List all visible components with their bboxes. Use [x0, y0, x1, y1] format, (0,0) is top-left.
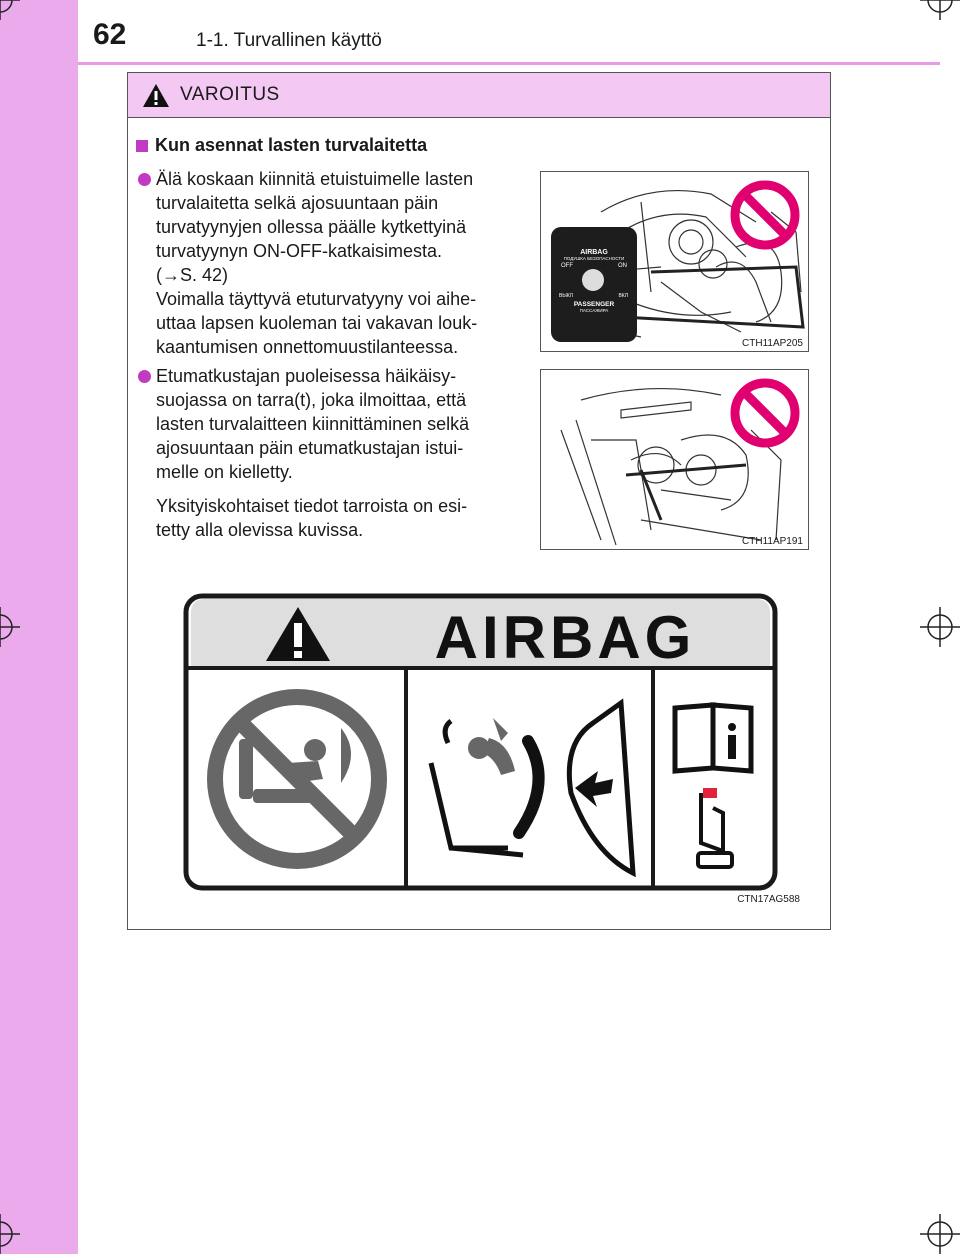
bullet-dot-icon	[138, 370, 151, 383]
text-line: suojassa on tarra(t), joka ilmoittaa, että	[156, 390, 467, 410]
registration-mark-icon	[920, 0, 960, 20]
switch-on-ru: ВКЛ	[618, 293, 628, 299]
warning-label: VAROITUS	[180, 84, 280, 105]
warning-item-2	[156, 364, 518, 542]
text-line: kaantumisen onnettomuustilanteessa.	[156, 337, 459, 357]
warning-item-1	[156, 167, 518, 359]
figure-code: CTH11AP205	[742, 338, 803, 349]
registration-mark-icon	[920, 1214, 960, 1254]
subheading-text: Kun asennat lasten turvalaitetta	[155, 135, 428, 155]
airbag-warning-label	[183, 593, 778, 891]
text-line: turvatyynyjen ollessa päälle kytkettyinä	[156, 217, 467, 237]
warning-subheading	[136, 135, 427, 156]
warning-box	[127, 72, 831, 930]
registration-mark-icon	[0, 607, 20, 647]
figure-sun-visor	[540, 369, 809, 550]
switch-title: AIRBAG	[580, 249, 608, 256]
text-line: Älä koskaan kiinnitä etuistuimelle lasten	[156, 169, 474, 189]
switch-passenger: PASSENGER	[573, 301, 615, 308]
section-title: 1-1. Turvallinen käyttö	[196, 30, 382, 51]
text-line: melle on kielletty.	[156, 462, 293, 482]
text-line: turvatyynyn ON-OFF-katkaisimesta.	[156, 241, 443, 261]
figure-code: CTH11AP191	[742, 536, 803, 547]
square-bullet-icon	[136, 140, 148, 152]
switch-knob-icon	[582, 269, 604, 291]
warning-header	[128, 73, 830, 118]
switch-title-ru: ПОДУШКА БЕЗОПАСНОСТИ	[563, 256, 625, 261]
switch-off-ru: ВЫКЛ	[559, 293, 573, 299]
text-line: (→S. 42)	[156, 265, 229, 285]
airbag-switch-panel	[551, 227, 637, 342]
switch-off-label: OFF	[561, 263, 573, 269]
header-rule	[78, 62, 940, 65]
figure-airbag-switch	[540, 171, 809, 352]
bullet-dot-icon	[138, 173, 151, 186]
switch-on-label: ON	[618, 263, 627, 269]
switch-passenger-ru: ПАССАЖИРА	[579, 308, 609, 313]
registration-mark-icon	[0, 1214, 20, 1254]
airbag-label-title: AIRBAG	[434, 604, 696, 671]
warning-triangle-icon	[142, 83, 170, 108]
text-line: turvalaitetta selkä ajosuuntaan päin	[156, 193, 439, 213]
figure-code: CTN17AG588	[737, 894, 800, 905]
page-number: 62	[93, 18, 127, 51]
text-line: Etumatkustajan puoleisessa häikäisy-	[156, 366, 457, 386]
registration-mark-icon	[920, 607, 960, 647]
text-line: Voimalla täyttyvä etuturvatyyny voi aihe-	[156, 289, 477, 309]
prohibited-icon	[728, 376, 802, 450]
text-line: Yksityiskohtaiset tiedot tarroista on esi-	[156, 496, 468, 516]
text-line: tetty alla olevissa kuvissa.	[156, 520, 364, 540]
prohibited-icon	[728, 178, 802, 252]
registration-mark-icon	[0, 0, 20, 20]
text-line: lasten turvalaitteen kiinnittäminen selkä	[156, 414, 470, 434]
text-line: ajosuuntaan päin etumatkustajan istui-	[156, 438, 464, 458]
text-line: uttaa lapsen kuoleman tai vakavan louk-	[156, 313, 478, 333]
